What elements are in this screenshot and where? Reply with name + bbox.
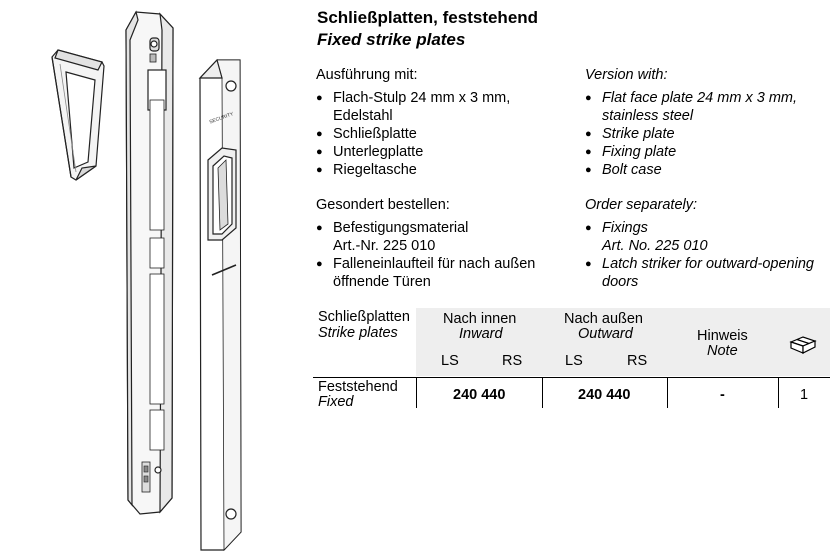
table-row-inward-art: 240 440: [453, 387, 506, 403]
package-icon: [788, 334, 818, 356]
table-cell-divider: [542, 378, 543, 408]
english-order-list: [585, 219, 814, 291]
page-title: Schließplatten, feststehend: [317, 8, 539, 27]
table-outward-header-de: Nach außen: [564, 311, 643, 327]
face-plate-drawing: [126, 12, 173, 514]
list-item: ● Bolt case: [585, 161, 797, 179]
table-col1-header-en: Strike plates: [318, 325, 398, 341]
table-row-outward-art: 240 440: [578, 387, 631, 403]
german-version-heading: Ausführung mit:: [316, 67, 418, 83]
table-cell-divider: [416, 378, 417, 408]
german-order-block: [316, 196, 535, 291]
table-inward-rs: RS: [502, 353, 523, 369]
list-item: ● Unterlegplatte: [316, 143, 510, 161]
table-header-divider: [313, 377, 830, 378]
english-version-block: [585, 66, 797, 179]
german-version-list: [316, 89, 510, 179]
table-row-qty: 1: [800, 387, 809, 403]
english-version-list: [585, 89, 797, 179]
english-order-block: [585, 196, 814, 291]
list-item: ● Flach-Stulp 24 mm x 3 mm, Edelstahl: [316, 89, 510, 125]
product-illustration: [0, 0, 310, 552]
table-outward-header-en: Outward: [578, 326, 633, 342]
german-order-heading: Gesondert bestellen:: [316, 197, 450, 213]
list-item: ● Fixing plate: [585, 143, 797, 161]
german-version-block: [316, 66, 510, 179]
strike-plate-drawing: [200, 60, 241, 550]
table-col1-header-de: Schließplatten: [318, 309, 410, 325]
english-version-heading: Version with:: [585, 67, 668, 83]
list-item: ● Strike plate: [585, 125, 797, 143]
list-item: ● Schließplatte: [316, 125, 510, 143]
list-item: ● Riegeltasche: [316, 161, 510, 179]
table-cell-divider: [778, 378, 779, 408]
english-order-heading: Order separately:: [585, 197, 698, 213]
list-item: ● Flat face plate 24 mm x 3 mm, stainless steel: [585, 89, 797, 125]
list-item: ● Fixings Art. No. 225 010: [585, 219, 814, 255]
table-outward-rs: RS: [627, 353, 648, 369]
german-order-list: [316, 219, 535, 291]
list-item: ● Latch striker for outward-opening doors: [585, 255, 814, 291]
table-inward-header-en: Inward: [459, 326, 503, 342]
list-item: ● Befestigungsmaterial Art.-Nr. 225 010: [316, 219, 535, 255]
table-row-note: -: [720, 387, 725, 403]
page-subtitle: Fixed strike plates: [317, 30, 466, 49]
table-row-label-de: Feststehend: [318, 379, 398, 395]
table-outward-ls: LS: [565, 353, 583, 369]
bolt-case-drawing: [52, 50, 104, 180]
table-row-label-en: Fixed: [318, 394, 354, 410]
brand-mark: SECURITY: [208, 111, 235, 126]
table-inward-ls: LS: [441, 353, 459, 369]
list-item: ● Falleneinlaufteil für nach außen öffnende Türen: [316, 255, 535, 291]
table-cell-divider: [667, 378, 668, 408]
table-inward-header-de: Nach innen: [443, 311, 517, 327]
table-note-header-de: Hinweis: [697, 328, 748, 344]
table-note-header-en: Note: [707, 343, 738, 359]
